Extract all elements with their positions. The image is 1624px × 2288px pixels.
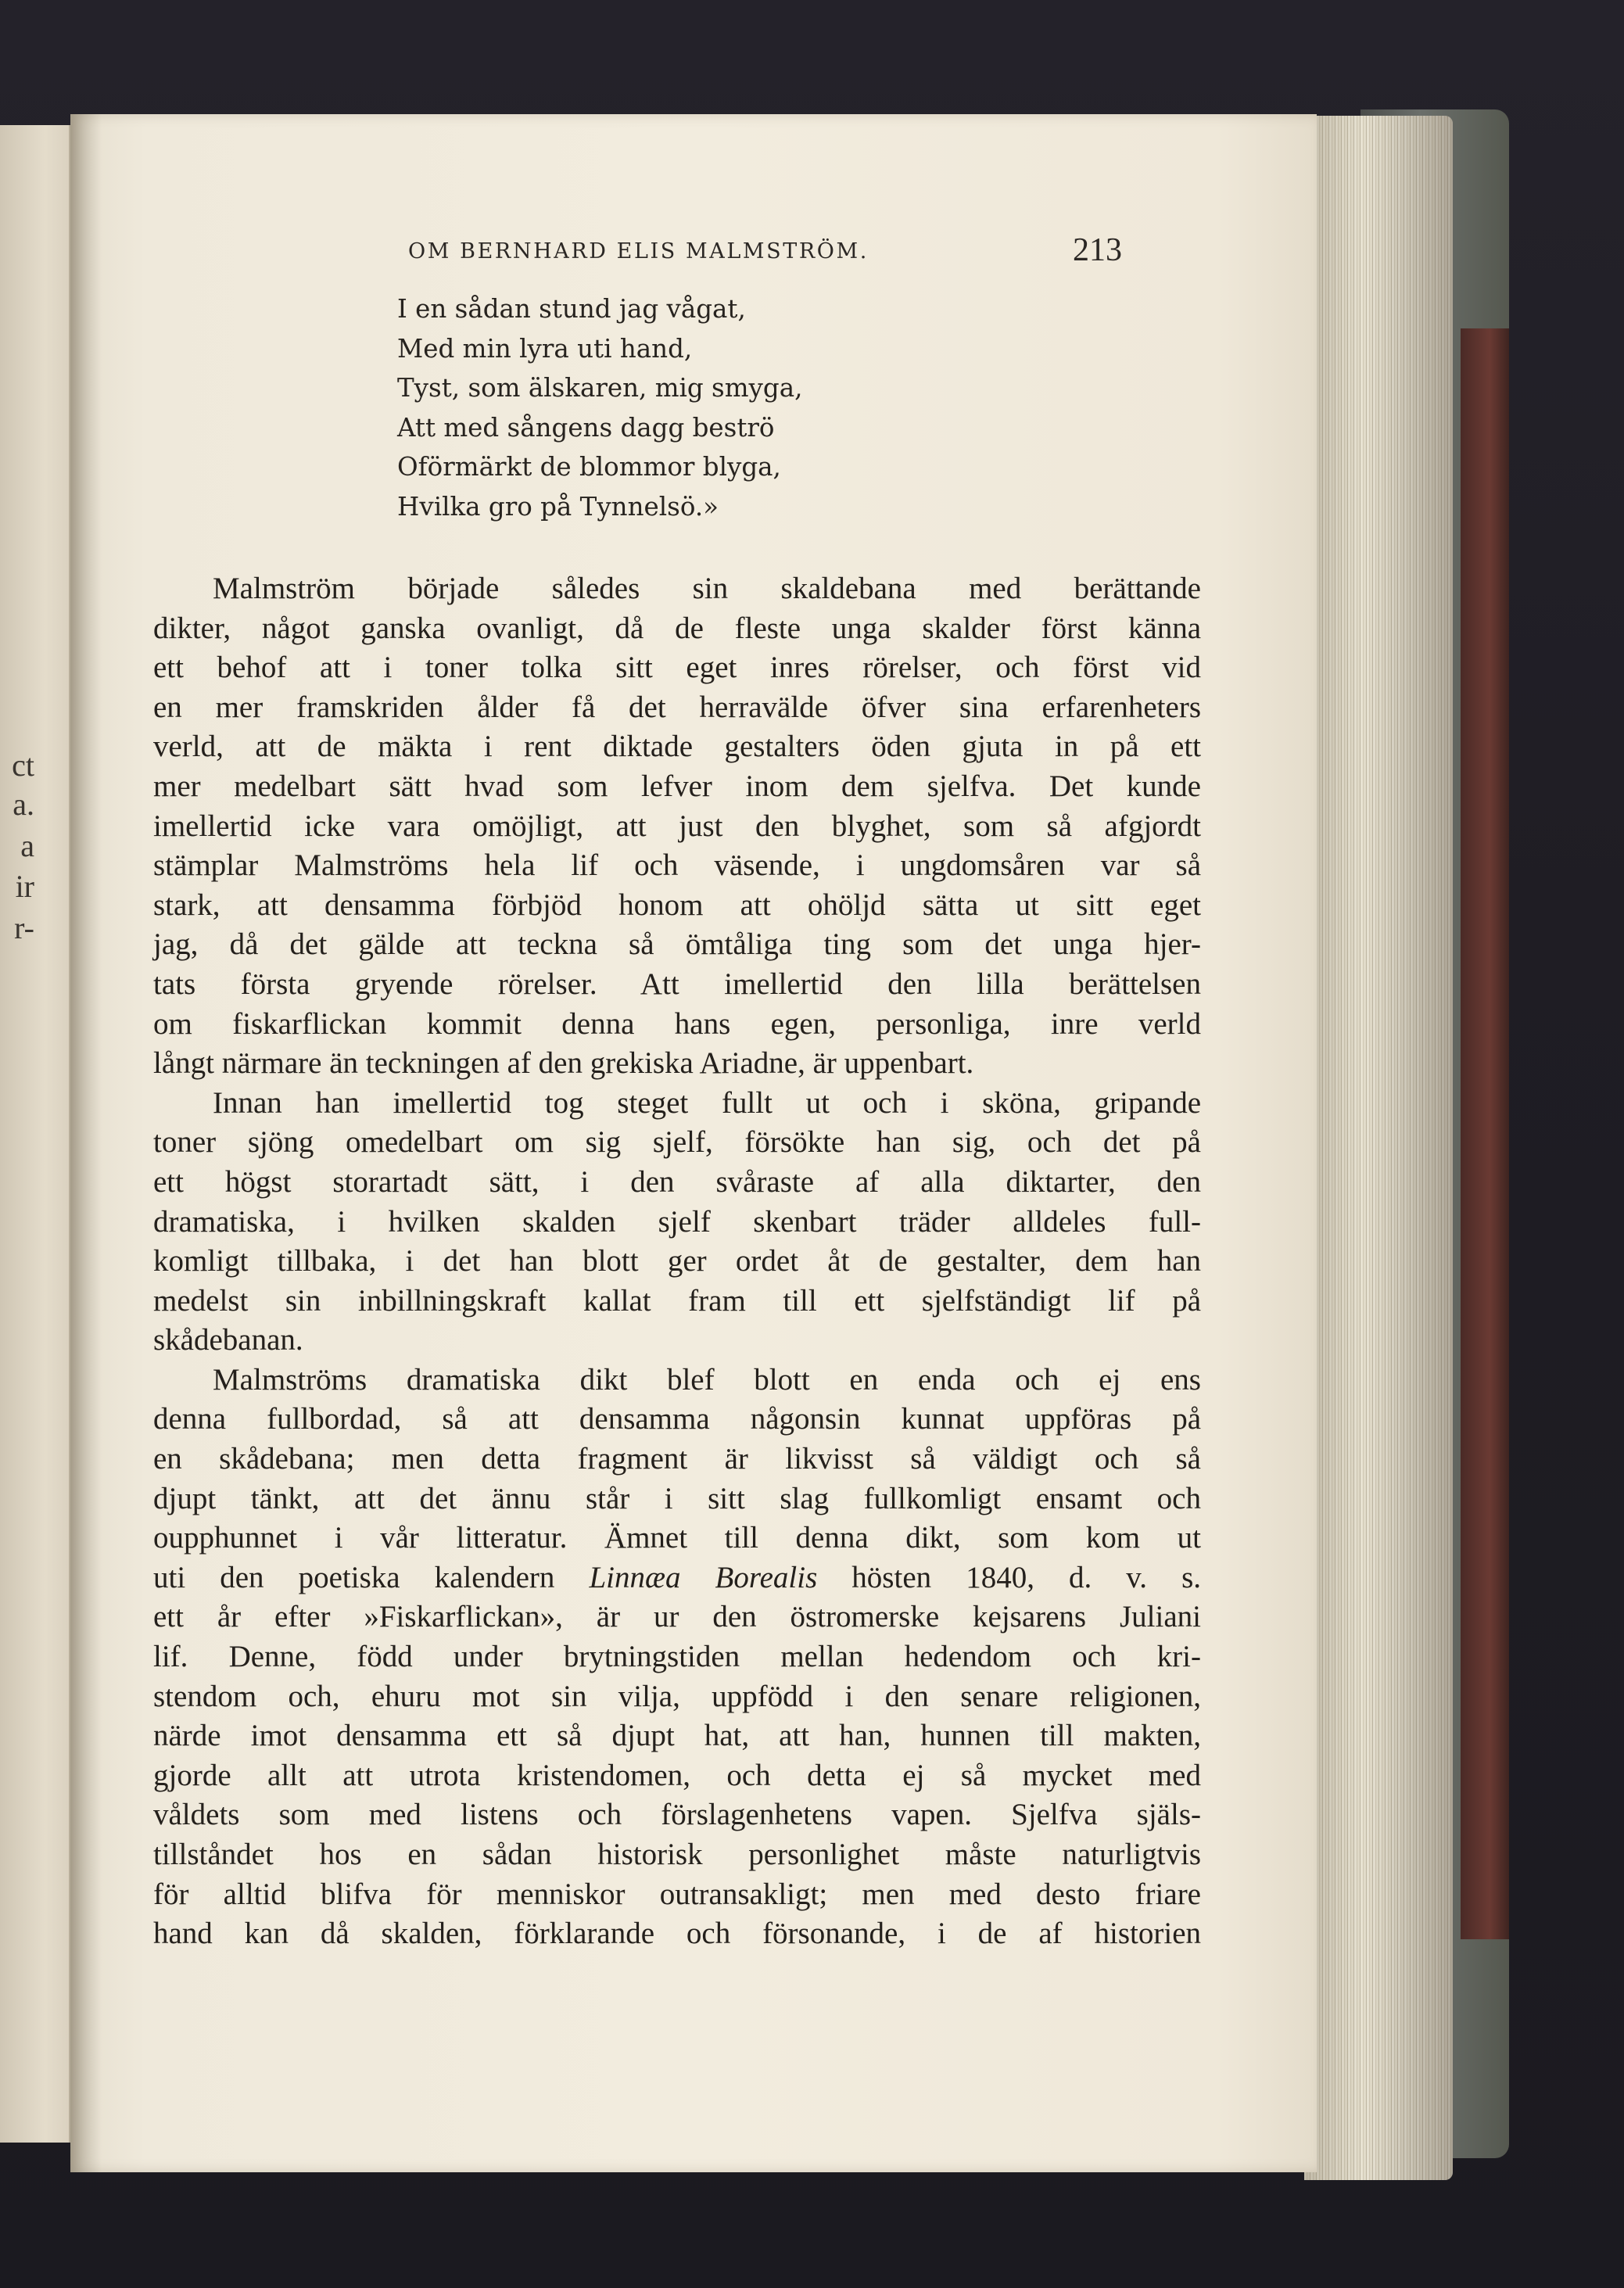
- text-line: mer medelbart sätt hvad som lefver inom dem sjelfva. Det kunde: [153, 769, 1201, 803]
- text-line: närde imot densamma ett så djupt hat, att han, hunnen till makten,: [153, 1719, 1201, 1753]
- verse-line: Hvilka gro på Tynnelsö.»: [397, 491, 719, 522]
- text-line: Malmström började således sin skaldebana med berättande: [213, 572, 1201, 605]
- text-line: Malmströms dramatiska dikt blef blott en enda och ej ens: [213, 1362, 1201, 1397]
- text-segment: hösten 1840, d. v. s.: [817, 1560, 1202, 1594]
- margin-fragment: ct: [12, 748, 34, 783]
- page-edges-shade: [1304, 116, 1453, 2180]
- text-line: jag, då det gälde att teckna så ömtåliga ting som det unga hjer-: [153, 927, 1201, 962]
- text-line: en mer framskriden ålder få det herravälde öfver sina erfarenheters: [153, 690, 1201, 724]
- gutter-shadow: [70, 114, 102, 2172]
- text-line: en skådebana; men detta fragment är likvisst så väldigt och så: [153, 1442, 1201, 1476]
- text-line: ett högst storartadt sätt, i den svåraste af alla diktarter, den: [153, 1164, 1201, 1199]
- text-line: medelst sin inbillningskraft kallat fram till ett sjelfständigt lif på: [153, 1283, 1201, 1318]
- text-line: komligt tillbaka, i det han blott ger ordet åt de gestalter, dem han: [153, 1244, 1201, 1278]
- margin-fragment: a.: [13, 787, 34, 822]
- text-line: djupt tänkt, att det ännu står i sitt slag fullkomligt ensamt och: [153, 1481, 1201, 1515]
- cover-spine-band: [1461, 328, 1509, 1939]
- text-line: dramatiska, i hvilken skalden sjelf skenbart träder alldeles full-: [153, 1204, 1201, 1239]
- text-line: gjorde allt att utrota kristendomen, och detta ej så mycket med: [153, 1758, 1201, 1792]
- text-line: stark, att densamma förbjöd honom att ohöljd sätta ut sitt eget: [153, 888, 1201, 922]
- margin-fragment: ir: [15, 869, 34, 904]
- text-line: om fiskarflickan kommit denna hans egen, personliga, inre verld: [153, 1006, 1201, 1041]
- text-line: oupphunnet i vår litteratur. Ämnet till denna dikt, som kom ut: [153, 1521, 1201, 1555]
- page-number: 213: [1073, 232, 1122, 268]
- text-line: stämplar Malmströms hela lif och väsende, i ungdomsåren var så: [153, 848, 1201, 883]
- text-line: stendom och, ehuru mot sin vilja, uppfödd i den senare religionen,: [153, 1679, 1201, 1713]
- text-line: Innan han imellertid tog steget fullt ut och i sköna, gripande: [213, 1085, 1201, 1120]
- verse-line: Med min lyra uti hand,: [397, 333, 693, 364]
- text-line: [153, 1558, 1201, 1598]
- text-line: ett år efter »Fiskarflickan», är ur den östromerske kejsarens Juliani: [153, 1600, 1201, 1634]
- book-page: [70, 114, 1317, 2172]
- text-segment: uti den poetiska kalendern: [153, 1560, 590, 1594]
- prose-body: [153, 569, 1201, 1954]
- text-line: skådebanan.: [153, 1323, 303, 1357]
- text-line: långt närmare än teckningen af den grekiska Ariadne, är uppenbart.: [153, 1046, 974, 1081]
- verse-line: Oförmärkt de blommor blyga,: [397, 452, 781, 482]
- text-line: imellertid icke vara omöjligt, att just den blyghet, som så afgjordt: [153, 809, 1201, 843]
- previous-page-strip: [0, 125, 75, 2143]
- text-line: ett behof att i toner tolka sitt eget inres rörelser, och först vid: [153, 651, 1201, 685]
- text-line: tats första gryende rörelser. Att imellertid den lilla berättelsen: [153, 966, 1201, 1001]
- text-line: toner sjöng omedelbart om sig sjelf, försökte han sig, och det på: [153, 1125, 1201, 1160]
- verse-stanza: [397, 289, 945, 526]
- margin-fragment: r-: [14, 910, 34, 945]
- text-line: lif. Denne, född under brytningstiden mellan hedendom och kri-: [153, 1640, 1201, 1674]
- running-header: OM BERNHARD ELIS MALMSTRÖM.: [408, 239, 869, 264]
- italic-title: Linnæa Borealis: [589, 1560, 818, 1594]
- text-line: hand kan då skalden, förklarande och försonande, i de af historien: [153, 1917, 1201, 1951]
- text-line: dikter, något ganska ovanligt, då de fleste unga skalder först känna: [153, 611, 1201, 645]
- text-line: verld, att de mäkta i rent diktade gestalters öden gjuta in på ett: [153, 730, 1201, 764]
- verse-line: Tyst, som älskaren, mig smyga,: [397, 373, 803, 403]
- text-line: för alltid blifva för menniskor outransakligt; men med desto friare: [153, 1877, 1201, 1911]
- text-line: våldets som med listens och förslagenhetens vapen. Sjelfva själs-: [153, 1798, 1201, 1832]
- verse-line: I en sådan stund jag vågat,: [397, 294, 746, 324]
- text-line: denna fullbordad, så att densamma någonsin kunnat uppföras på: [153, 1402, 1201, 1436]
- text-line: tillståndet hos en sådan historisk personlighet måste naturligtvis: [153, 1838, 1201, 1871]
- margin-fragment: a: [20, 828, 34, 863]
- verse-line: Att med sångens dagg beströ: [397, 412, 775, 443]
